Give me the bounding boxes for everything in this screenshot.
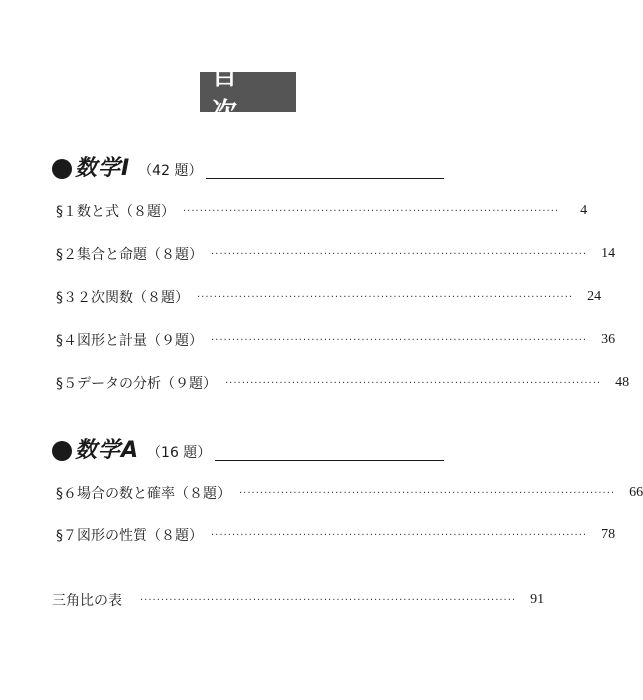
toc-item[interactable] (56, 287, 602, 307)
toc-item-number: §２ (56, 247, 77, 263)
page-title: 目 次 (200, 72, 296, 112)
dot-leader: ·························································································· (211, 248, 588, 260)
toc-item[interactable] (56, 525, 616, 545)
toc-item[interactable] (56, 244, 616, 264)
toc-item[interactable] (56, 330, 616, 350)
section-title: 数学A (75, 438, 140, 463)
section-rule (206, 178, 444, 179)
toc-item-title: データの分析（９題） (77, 376, 217, 392)
toc-item-page: 36 (601, 332, 616, 347)
toc-item-number: §５ (56, 376, 77, 392)
section-header-math-1 (52, 152, 444, 182)
section-header-math-a (52, 434, 444, 464)
toc-item-number: §７ (56, 528, 77, 544)
toc-item-number: §３ (56, 290, 77, 306)
bullet-icon (52, 441, 72, 461)
toc-item-title: 場合の数と確率（８題） (77, 486, 231, 502)
dot-leader: ·························································································· (140, 594, 517, 606)
toc-item-appendix[interactable] (52, 590, 545, 610)
appendix-title: 三角比の表 (52, 593, 122, 609)
toc-item-page: 24 (587, 289, 602, 304)
dot-leader: ·························································································· (183, 205, 560, 217)
section-title: 数学Ⅰ (75, 156, 131, 181)
toc-item-number: §４ (56, 333, 77, 349)
toc-item[interactable] (56, 201, 588, 221)
dot-leader: ·························································································· (211, 529, 588, 541)
dot-leader: ·························································································· (225, 377, 602, 389)
toc-item-title: ２次関数（８題） (77, 290, 189, 306)
appendix-page: 91 (530, 592, 545, 607)
toc-item-title: 集合と命題（８題） (77, 247, 203, 263)
dot-leader: ·························································································· (239, 487, 616, 499)
toc-item[interactable] (56, 483, 643, 503)
section-count: （16 題） (147, 445, 212, 461)
toc-item-title: 数と式（８題） (77, 204, 175, 220)
toc-item[interactable] (56, 373, 630, 393)
toc-item-page: 4 (580, 203, 588, 218)
toc-item-title: 図形と計量（９題） (77, 333, 203, 349)
toc-item-page: 14 (601, 246, 616, 261)
section-count: （42 題） (138, 163, 203, 179)
toc-item-page: 78 (601, 527, 616, 542)
toc-item-title: 図形の性質（８題） (77, 528, 203, 544)
toc-item-page: 66 (629, 485, 643, 500)
bullet-icon (52, 159, 72, 179)
section-rule (215, 460, 444, 461)
toc-item-number: §６ (56, 486, 77, 502)
toc-item-number: §１ (56, 204, 77, 220)
dot-leader: ·························································································· (211, 334, 588, 346)
toc-item-page: 48 (615, 375, 630, 390)
dot-leader: ·························································································· (197, 291, 574, 303)
